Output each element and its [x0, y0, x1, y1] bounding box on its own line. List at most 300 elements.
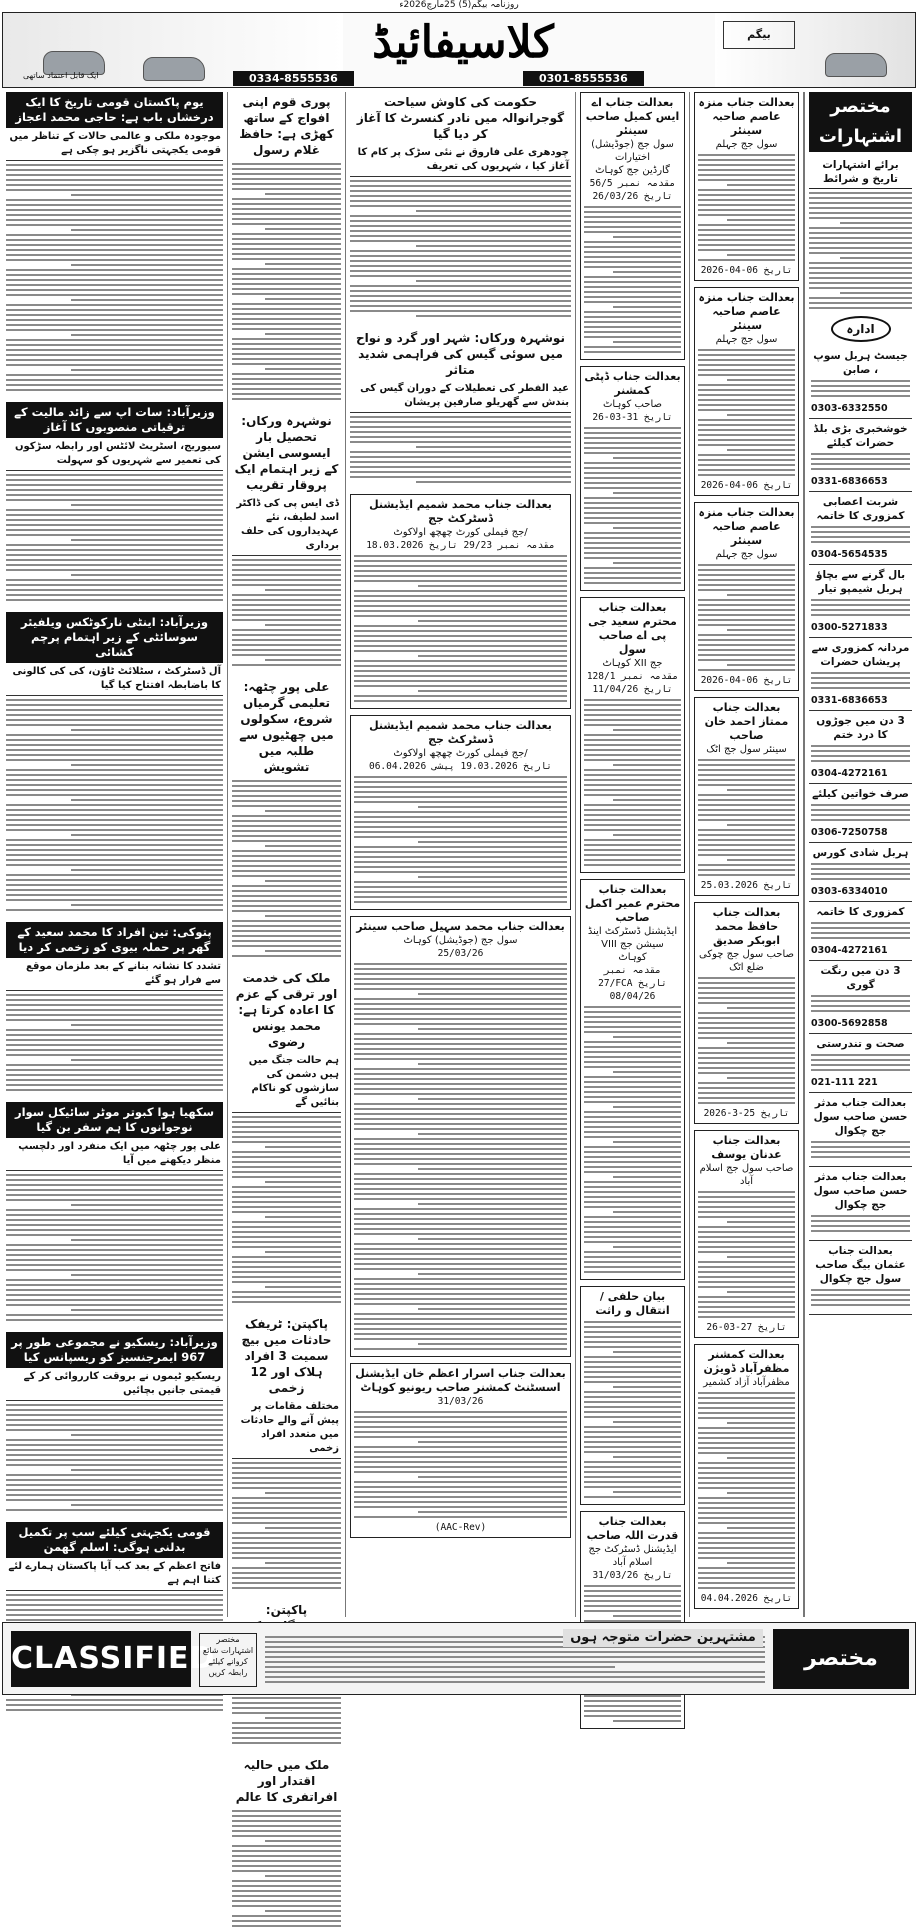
- text-line: [350, 436, 571, 438]
- text-line: [416, 446, 571, 448]
- text-line: [698, 474, 795, 476]
- text-line: [232, 213, 341, 215]
- text-line: [613, 271, 681, 273]
- text-line: [354, 1313, 567, 1315]
- text-line: [354, 1128, 567, 1130]
- text-line: [350, 451, 571, 453]
- text-line: [354, 1278, 567, 1280]
- text-line: [698, 364, 795, 366]
- text-line: [232, 1482, 341, 1484]
- text-line: [584, 824, 681, 826]
- text-line: [6, 1264, 223, 1266]
- text-line: [6, 304, 223, 306]
- text-line: [354, 1338, 567, 1340]
- text-line: [354, 1436, 567, 1438]
- text-line: [584, 1126, 681, 1128]
- short-ad-body: [811, 1141, 910, 1163]
- text-line: [584, 1081, 681, 1083]
- text-line: [232, 1900, 341, 1902]
- text-line: [354, 1118, 567, 1120]
- text-line: [6, 329, 223, 331]
- text-line: [232, 900, 341, 902]
- short-ads-subheader: برائے اشتہارات تاریخ و شرائط: [809, 156, 912, 189]
- text-line: [354, 640, 567, 642]
- short-ad-body: [811, 995, 910, 1017]
- text-line: [232, 1261, 341, 1263]
- text-line: [354, 1323, 567, 1325]
- text-line: [811, 541, 910, 543]
- text-line: [584, 1446, 681, 1448]
- text-line: [71, 334, 223, 336]
- text-line: [584, 1610, 681, 1612]
- text-line: [698, 1281, 795, 1283]
- text-line: [584, 734, 681, 736]
- text-line: [698, 584, 795, 586]
- text-line: [698, 239, 795, 241]
- text-line: [418, 993, 567, 995]
- text-line: [584, 794, 681, 796]
- idara-seal: ادارہ: [831, 316, 891, 342]
- text-line: [698, 1231, 795, 1233]
- text-line: [698, 839, 795, 841]
- text-line: [232, 1855, 341, 1857]
- text-line: [584, 256, 681, 258]
- text-line: [354, 1318, 567, 1320]
- text-line: [232, 1241, 341, 1243]
- notice-subtitle: /جج فیملی کورٹ چھچھ اولاکوٹ: [393, 527, 528, 538]
- text-line: [811, 1069, 910, 1071]
- text-line: [6, 994, 223, 996]
- text-line: [584, 1356, 681, 1358]
- subheadline: فاتح اعظم کے بعد کب آیا پاکستان ہمارے لئے کتنا اہم ہے: [6, 1558, 223, 1591]
- text-line: [232, 293, 341, 295]
- notice-body: [698, 349, 795, 479]
- text-line: [232, 1697, 341, 1699]
- text-line: [584, 1046, 681, 1048]
- text-line: [584, 517, 681, 519]
- text-line: [6, 829, 223, 831]
- text-line: [350, 225, 571, 227]
- text-line: [584, 346, 681, 348]
- text-line: [232, 1512, 341, 1514]
- text-line: [232, 173, 341, 175]
- text-line: [232, 905, 341, 907]
- text-line: [613, 1720, 681, 1722]
- text-line: [354, 1068, 567, 1070]
- text-line: [584, 829, 681, 831]
- text-line: [6, 1179, 223, 1181]
- text-line: [354, 1113, 567, 1115]
- short-ad-title: ہربل شادی کورس: [812, 847, 909, 859]
- text-line: [809, 227, 912, 229]
- text-line: [232, 353, 341, 355]
- notice-title: بعدالت جناب ممتاز احمد خان صاحب: [704, 701, 789, 742]
- text-line: [698, 769, 795, 771]
- text-line: [232, 1557, 341, 1559]
- headline: سکھیا ہوا کبوتر موٹر سائیکل سوار نوجوانوں کا ہم سفر بن گیا: [6, 1102, 223, 1138]
- text-line: [613, 1246, 681, 1248]
- text-line: [232, 388, 341, 390]
- body-text: [6, 474, 223, 604]
- text-line: [232, 1121, 341, 1123]
- text-line: [698, 389, 795, 391]
- text-line: [698, 1452, 795, 1454]
- short-ad-title: صرف خواتین کیلئے: [812, 788, 909, 800]
- text-line: [232, 1587, 341, 1589]
- text-line: [6, 784, 223, 786]
- notice-reference: تاریخ 06-04-2026: [700, 265, 793, 276]
- short-ad-body: [811, 922, 910, 944]
- short-ad-phone: 0300-5692858: [811, 1018, 888, 1029]
- text-line: [727, 379, 795, 381]
- short-ad-entry: [809, 419, 912, 492]
- text-line: [354, 1328, 567, 1330]
- short-ad-entry: [809, 1034, 912, 1093]
- legal-notice: [694, 902, 799, 1124]
- text-line: [6, 1449, 223, 1451]
- text-line: [698, 1296, 795, 1298]
- text-line: [354, 565, 567, 567]
- text-line: [232, 198, 341, 200]
- text-line: [584, 512, 681, 514]
- text-line: [6, 1299, 223, 1301]
- short-ad-body: [811, 804, 910, 826]
- text-line: [354, 1431, 567, 1433]
- text-line: [811, 385, 910, 387]
- short-ad-entry: [809, 638, 912, 711]
- notice-title: بعدالت جناب محترم عمیر اکمل صاحب: [584, 883, 681, 924]
- text-line: [584, 1481, 681, 1483]
- text-line: [6, 1294, 223, 1296]
- text-line: [811, 677, 910, 679]
- car-image: [825, 53, 887, 77]
- text-line: [584, 291, 681, 293]
- text-line: [584, 462, 681, 464]
- text-line: [6, 239, 223, 241]
- text-line: [354, 1233, 567, 1235]
- text-line: [6, 389, 223, 391]
- headline: نوشہرہ ورکاں: شہر اور گرد و نواح میں سوئی گیس کی فراہمی شدید متاثر: [356, 331, 565, 377]
- text-line: [6, 284, 223, 286]
- text-line: [584, 507, 681, 509]
- text-line: [354, 1093, 567, 1095]
- text-line: [727, 219, 795, 221]
- text-line: [71, 764, 223, 766]
- text-line: [6, 899, 223, 901]
- text-line: [354, 1228, 567, 1230]
- text-line: [584, 1181, 681, 1183]
- short-ad-phone: 0331-6836653: [811, 476, 888, 487]
- text-line: [354, 570, 567, 572]
- text-line: [698, 997, 795, 999]
- short-ad-phone: 0304-5654535: [811, 549, 888, 560]
- text-line: [6, 1079, 223, 1081]
- text-line: [265, 1181, 341, 1183]
- text-line: [232, 348, 341, 350]
- notice-body: [584, 206, 681, 356]
- text-line: [698, 429, 795, 431]
- text-line: [6, 824, 223, 826]
- text-line: [613, 1491, 681, 1493]
- headline: ملک کی خدمت اور ترقی کے عزم کا اعادہ کرتا ہے: محمد یونس رضوی: [235, 971, 338, 1049]
- text-line: [232, 1221, 341, 1223]
- text-line: [6, 874, 223, 876]
- text-line: [584, 1406, 681, 1408]
- text-line: [698, 1427, 795, 1429]
- column-f: [804, 92, 916, 1617]
- notice-subtitle: صاحب کوہاٹ: [603, 399, 662, 410]
- text-line: [584, 1371, 681, 1373]
- text-line: [584, 1466, 681, 1468]
- text-line: [418, 1476, 567, 1478]
- short-ad-phone: 0300-5271833: [811, 622, 888, 633]
- text-line: [584, 1241, 681, 1243]
- text-line: [232, 1905, 341, 1907]
- text-line: [6, 164, 223, 166]
- short-ad-body: [811, 599, 910, 621]
- text-line: [698, 229, 795, 231]
- text-line: [232, 664, 341, 666]
- short-ad-entry: [809, 565, 912, 638]
- text-line: [354, 600, 567, 602]
- text-line: [6, 324, 223, 326]
- text-line: [584, 1496, 681, 1498]
- text-line: [6, 734, 223, 736]
- text-line: [232, 855, 341, 857]
- text-line: [698, 249, 795, 251]
- text-line: [354, 1471, 567, 1473]
- text-line: [809, 217, 912, 219]
- text-line: [6, 1404, 223, 1406]
- text-line: [6, 1484, 223, 1486]
- text-line: [232, 1830, 341, 1832]
- text-line: [232, 1582, 341, 1584]
- text-line: [811, 760, 910, 762]
- text-line: [354, 1298, 567, 1300]
- text-line: [232, 1835, 341, 1837]
- text-line: [232, 840, 341, 842]
- text-line: [232, 1186, 341, 1188]
- text-line: [354, 1033, 567, 1035]
- headline: وزیرآباد: اینٹی نارکوٹکس ویلفیئر سوسائٹی کے زیر اہتمام پرچم کشائی: [6, 612, 223, 663]
- text-line: [265, 1676, 765, 1678]
- text-line: [6, 1419, 223, 1421]
- notice-reference: تاریخ 31-03-26: [592, 412, 673, 423]
- text-line: [613, 1176, 681, 1178]
- text-line: [584, 1590, 681, 1592]
- text-line: [6, 519, 223, 521]
- text-line: [698, 799, 795, 801]
- text-line: [584, 1041, 681, 1043]
- text-line: [354, 856, 567, 858]
- text-line: [811, 922, 910, 924]
- text-line: [698, 1226, 795, 1228]
- text-line: [727, 594, 795, 596]
- text-line: [6, 169, 223, 171]
- text-line: [6, 204, 223, 206]
- text-line: [698, 454, 795, 456]
- text-line: [584, 779, 681, 781]
- text-line: [354, 1018, 567, 1020]
- text-line: [698, 1522, 795, 1524]
- text-line: [809, 297, 912, 299]
- text-line: [6, 1474, 223, 1476]
- text-line: [232, 875, 341, 877]
- text-line: [584, 784, 681, 786]
- text-line: [698, 1482, 795, 1484]
- text-line: [727, 449, 795, 451]
- short-ad-entry: [809, 902, 912, 961]
- text-line: [698, 992, 795, 994]
- short-ad-phone: 0303-6334010: [811, 886, 888, 897]
- text-line: [354, 590, 567, 592]
- text-line: [698, 1057, 795, 1059]
- text-line: [265, 810, 341, 812]
- subheadline: چودھری علی فاروق نے نئی سڑک پر کام کا آغاز کیا ، شہریوں کی تعریف: [350, 144, 571, 177]
- text-line: [232, 649, 341, 651]
- legal-notice: [580, 1286, 685, 1505]
- text-line: [6, 714, 223, 716]
- text-line: [6, 1599, 223, 1601]
- text-line: [71, 574, 223, 576]
- text-line: [613, 492, 681, 494]
- footer-classified-label: CLASSIFIED: [11, 1631, 191, 1687]
- text-line: [584, 477, 681, 479]
- text-line: [698, 1572, 795, 1574]
- text-line: [584, 1585, 681, 1587]
- text-line: [350, 240, 571, 242]
- text-line: [232, 223, 341, 225]
- text-line: [232, 163, 341, 165]
- text-line: [232, 830, 341, 832]
- column-e: [690, 92, 804, 1617]
- text-line: [6, 179, 223, 181]
- text-line: [418, 1028, 567, 1030]
- subheadline: ڈی ایس پی کی ڈاکٹر اسد لطیف، نئے عہدیداروں کی حلف برداری: [232, 495, 341, 556]
- text-line: [232, 1712, 341, 1714]
- text-line: [584, 1111, 681, 1113]
- text-line: [71, 369, 223, 371]
- short-ad-body: [811, 745, 910, 767]
- notice-title: بعدالت جناب محمد شمیم ایڈیشنل ڈسٹرکٹ جج: [369, 498, 552, 525]
- text-line: [354, 973, 567, 975]
- text-line: [350, 255, 571, 257]
- text-line: [6, 819, 223, 821]
- notice-body: [698, 1191, 795, 1321]
- headline: قومی یکجہتی کیلئے سب پر تکمیل بدلنی ہوگی: اسلم گھمن: [6, 1522, 223, 1558]
- text-line: [6, 289, 223, 291]
- text-line: [584, 1011, 681, 1013]
- text-line: [350, 310, 571, 312]
- column-a: [2, 92, 228, 1617]
- text-line: [584, 789, 681, 791]
- text-line: [698, 409, 795, 411]
- text-line: [584, 1321, 681, 1323]
- body-text: [232, 780, 341, 960]
- text-line: [232, 935, 341, 937]
- text-line: [727, 184, 795, 186]
- text-line: [350, 200, 571, 202]
- text-line: [727, 1042, 795, 1044]
- text-line: [265, 1216, 341, 1218]
- masthead-title: کلاسیفائیڈ: [372, 17, 554, 68]
- text-line: [265, 950, 341, 952]
- text-line: [265, 915, 341, 917]
- text-line: [6, 1304, 223, 1306]
- text-line: [354, 1143, 567, 1145]
- text-line: [584, 241, 681, 243]
- text-line: [698, 434, 795, 436]
- text-line: [584, 572, 681, 574]
- text-line: [698, 1191, 795, 1193]
- text-line: [698, 1587, 795, 1589]
- legal-notice: [350, 1363, 571, 1538]
- text-line: [613, 341, 681, 343]
- text-line: [6, 1074, 223, 1076]
- text-line: [584, 351, 681, 353]
- text-line: [232, 644, 341, 646]
- text-line: [354, 1003, 567, 1005]
- notice-reference: 31/03/26: [437, 1396, 484, 1407]
- text-line: [350, 421, 571, 423]
- text-line: [6, 569, 223, 571]
- text-line: [354, 896, 567, 898]
- text-line: [232, 795, 341, 797]
- text-line: [6, 374, 223, 376]
- text-line: [698, 644, 795, 646]
- text-line: [354, 831, 567, 833]
- text-line: [584, 1361, 681, 1363]
- text-line: [6, 1444, 223, 1446]
- text-line: [698, 759, 795, 761]
- text-line: [71, 229, 223, 231]
- text-line: [265, 368, 341, 370]
- text-line: [232, 920, 341, 922]
- text-line: [232, 850, 341, 852]
- text-line: [265, 1286, 341, 1288]
- text-line: [840, 257, 912, 259]
- news-story: [232, 411, 341, 669]
- text-line: [584, 1006, 681, 1008]
- text-line: [232, 1276, 341, 1278]
- text-line: [6, 1699, 223, 1701]
- text-line: [6, 1259, 223, 1261]
- short-ad-entry: [809, 711, 912, 784]
- text-line: [354, 1008, 567, 1010]
- text-line: [6, 1199, 223, 1201]
- text-line: [6, 344, 223, 346]
- text-line: [232, 1201, 341, 1203]
- text-line: [418, 876, 567, 878]
- text-line: [354, 1426, 567, 1428]
- notice-body: [354, 776, 567, 906]
- text-line: [232, 885, 341, 887]
- text-line: [584, 1600, 681, 1602]
- headline: وزیرآباد: سات اپ سے زائد مالیت کے ترقیاتی منصوبوں کا آغاز: [6, 402, 223, 438]
- text-line: [354, 866, 567, 868]
- short-ad-body: [811, 1289, 910, 1311]
- text-line: [354, 1516, 567, 1518]
- news-story: [232, 968, 341, 1306]
- text-line: [232, 268, 341, 270]
- text-line: [265, 1146, 341, 1148]
- text-line: [584, 1086, 681, 1088]
- news-story: [232, 1314, 341, 1592]
- text-line: [265, 845, 341, 847]
- text-line: [698, 424, 795, 426]
- text-line: [350, 441, 571, 443]
- text-line: [811, 536, 910, 538]
